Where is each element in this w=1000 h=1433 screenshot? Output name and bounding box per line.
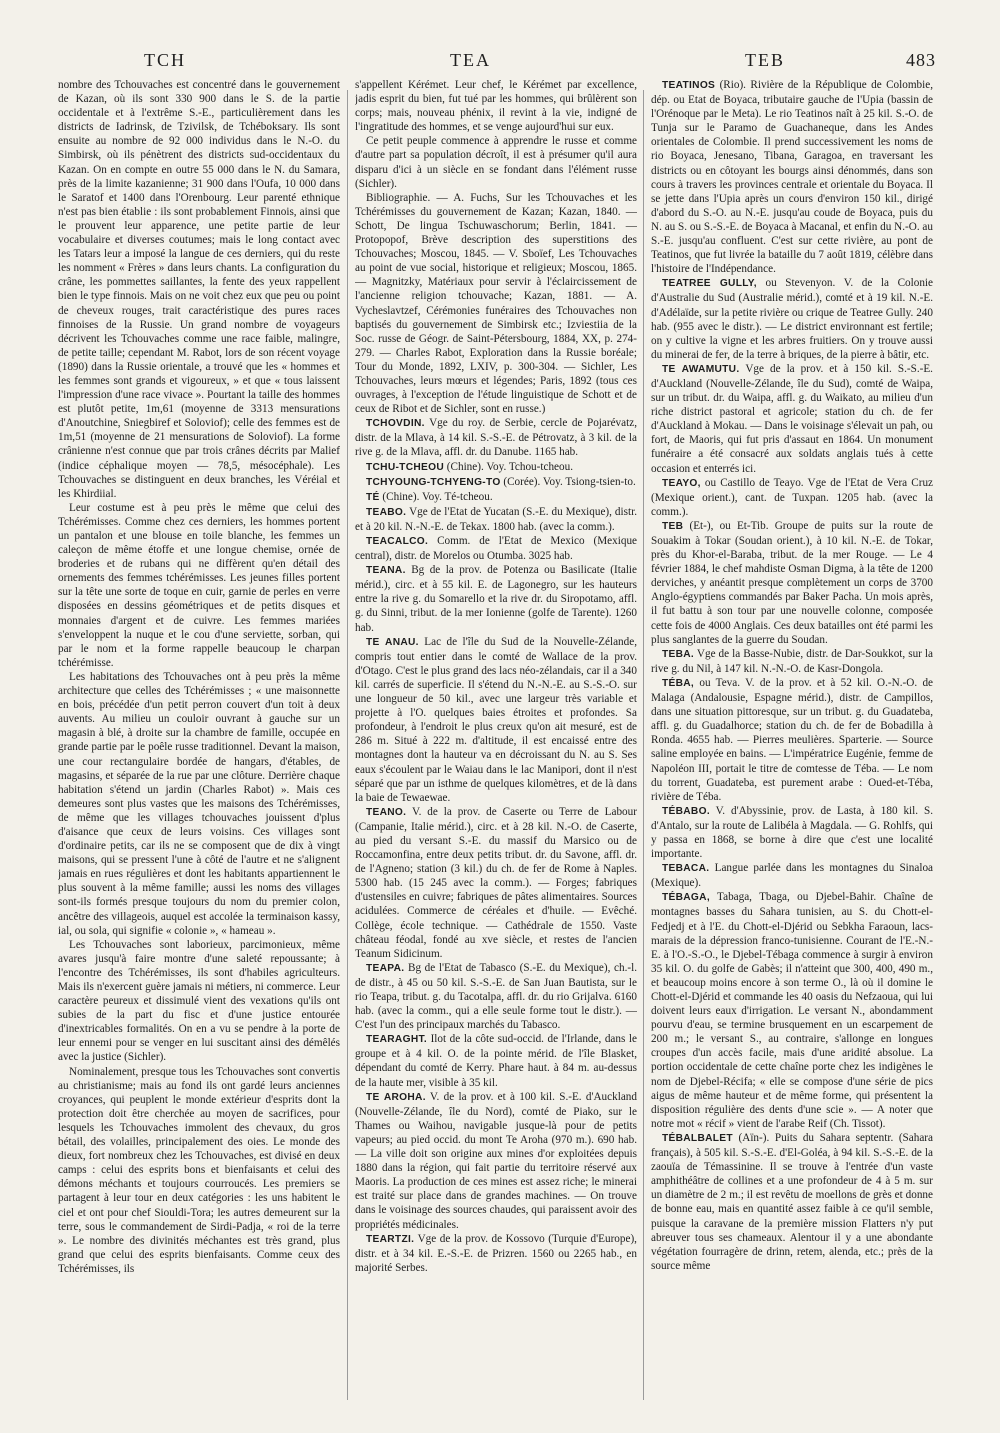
entry-headword: TEATINOS — [662, 80, 716, 91]
dictionary-entry — [355, 505, 637, 534]
dictionary-entry — [355, 961, 637, 1032]
dictionary-entry — [355, 460, 637, 475]
entry-text: Bg de la prov. de Potenza ou Basilicate (Italie mérid.), circ. et à 55 kil. E. de Lagonegro, sur les hauteurs entre la rive g. du Somarello et la rive dr. du Siropotamo, affl. g. du Sinni, tribut. de la mer Ionienne (golfe de Tarente). 1260 hab. — [355, 564, 637, 634]
entry-text: Vge de la prov. de Kossovo (Turquie d'Europe), distr. et à 34 kil. E.-S.-E. de Prizren. 1560 ou 2265 hab., en majorité Serbes. — [355, 1232, 637, 1274]
dictionary-entry — [355, 475, 637, 490]
entry-text: ou Castillo de Teayo. Vge de l'Etat de Vera Cruz (Mexique orient.), cant. de Tuxpan. 1205 hab. (avec la comm.). — [651, 476, 933, 518]
entry-headword: TÉBAGA, — [662, 892, 710, 904]
dictionary-entry — [355, 805, 637, 961]
dictionary-entry — [651, 804, 933, 861]
dictionary-entry — [651, 519, 933, 647]
dictionary-entry — [355, 534, 637, 563]
entry-text: Langue parlée dans les montagnes du Sinaloa (Mexique). — [651, 862, 933, 890]
entry-headword: TEABO. — [366, 506, 407, 518]
dictionary-entry — [651, 890, 933, 1131]
entry-text: Vge du roy. de Serbie, cercle de Pojarévatz, distr. de la Mlava, à 14 kil. S.-S.-E. de Pétrovatz, à 3 kil. de la rive g. de la Mlava, affl. dr. du Danube. 1165 hab. — [355, 417, 637, 459]
column-divider-1 — [347, 90, 348, 1400]
paragraph: Leur costume est à peu près le même que celui des Tchérémisses. Comme chez ces derniers, les hommes portent un pantalon et une blouse en toile blanche, les femmes un caleçon de même étoffe et une longue chemise, ornée de broderies et de rubans qui ne diffèrent qu'en détail des ornements des femmes tchérémisses. Les jeunes filles portent sur la tête une sorte de toque en cuir, garnie de perles en verre disposées en dessins géométriques et de petits disques et monnaies d'argent et de cuivre. Les femmes mariées s'enveloppent la nuque et le cou d'une serviette, sorban, qui par le nom et la forme rappelle beaucoup le charpan tchérémisse. — [58, 501, 340, 669]
entry-headword: TEAPA. — [366, 962, 405, 974]
entry-text: (Aïn-). Puits du Sahara septentr. (Sahara français), à 505 kil. S.-S.-E. d'El-Goléa, à 94 kil. S.-S.-E. de la zaouïa de Témassinine. Il se trouve à l'entrée d'un vaste amphithéâtre de collines et a une profondeur de 4 à 5 m. sur un diamètre de 2 m.; il est revêtu de moellons de grès et donne de bonne eau, mais en quantité assez faible à ce qu'il semble, puisque la caravane de la première mission Flatters n'y put abreuver tous ses chameaux. Alentour il y a une abondante végétation fourragère de drinn, retem, alenda, etc.; près de la source même — [651, 1131, 933, 1272]
dictionary-entry — [651, 276, 933, 362]
entry-text: Vge de la prov. et à 150 kil. S.-S.-E. d'Auckland (Nouvelle-Zélande, île du Sud), comté de Waipa, sur un tribut. dr. du Waipa, affl. g. du Waikato, au milieu d'un riche district pastoral et agricole; station du ch. de fer d'Auckland à Mokau. — Dans le voisinage s'élevait un pah, ou fort, de Maoris, qui fut pris d'assaut en 1864. Un monument funéraire a été consacré aux soldats anglais tués à cette occasion et enterrés ici. — [651, 362, 933, 475]
entry-headword: TCHU-TCHEOU — [366, 461, 444, 473]
entry-text: Bg de l'Etat de Tabasco (S.-E. du Mexique), ch.-l. de distr., à 45 ou 50 kil. S.-S.-E. de San Juan Bautista, sur le rio Teapa, tribut. g. du Tacotalpa, affl. dr. du rio Grijalva. 6160 hab. (avec la comm., qui a elle seule forme tout le distr.). — C'est l'un des principaux marchés du Tabasco. — [355, 961, 637, 1032]
entry-headword: TEANA. — [366, 565, 406, 577]
dictionary-entry — [651, 476, 933, 519]
dictionary-entry — [355, 78, 637, 134]
column-2 — [355, 78, 637, 1403]
column-3 — [651, 78, 933, 1403]
entry-text: s'appellent Kérémet. Leur chef, le Kérémet par excellence, jadis esprit du bien, fut tué par les hommes, qui brûlèrent son corps; mais, nouveau phénix, il revint à la vie, indigné de l'ingratitude des hommes, et se venge aujourd'hui sur eux. — [355, 79, 637, 134]
entry-text: (Corée). Voy. Tsiong-tsien-to. — [503, 475, 636, 488]
entry-text: Vge de l'Etat de Yucatan (S.-E. du Mexique), distr. et à 20 kil. N.-N.-E. de Tekax. 1800 hab. (avec la comm.). — [355, 505, 637, 533]
entry-headword: TEBA. — [662, 648, 695, 660]
entry-headword: TÉBALBALET — [662, 1132, 733, 1144]
entry-text: (Et-), ou Et-Tib. Groupe de puits sur la route de Souakim à Tokar (Soudan orient.), à 10 kil. N.-E. de Tokar, près du Khor-el-Baraba, tribut. de la mer Rouge. — Le 4 février 1884, le chef mahdiste Osman Digma, à la tête de 1200 derviches, y anéantit presque complètement un corps de 3700 Anglo-égyptiens commandés par Baker Pacha. Un mois après, il fut battu à son tour par une nouvelle colonne, composée cette fois de 4000 Anglais. Ces deux batailles ont été parmi les plus sanglantes de la guerre du Soudan. — [651, 519, 933, 646]
dictionary-entry — [355, 134, 637, 190]
entry-text: Vge de la Basse-Nubie, distr. de Dar-Soukkot, sur la rive g. du Nil, à 147 kil. N.-N.-O. de Kasr-Dongola. — [651, 647, 933, 675]
paragraph: Les Tchouvaches sont laborieux, parcimonieux, même avares jusqu'à faire montre d'une saleté repoussante; à l'encontre des Tchérémisses, ils sont d'habiles agriculteurs. Mais ils n'exercent guère jamais ni métiers, ni commerce. Leur caractère peureux et dissimulé vient des vexations qu'ils ont subies de la part du fisc et d'une justice entourée d'inextricables formalités. On en a vu se pendre à la porte de leur ennemi pour se venger en lui suscitant ainsi des démêlés avec la justice (Sichler). — [58, 938, 340, 1064]
entry-text: (Chine). Voy. Té-tcheou. — [382, 490, 493, 503]
header-right-word: TEB — [745, 50, 785, 70]
dictionary-entry — [355, 1090, 637, 1232]
entry-headword: TEARTZI. — [366, 1233, 415, 1245]
entry-headword: TE AWAMUTU. — [662, 363, 740, 375]
entry-text: ou Stevenyon. V. de la Colonie d'Australie du Sud (Australie mérid.), comté et à 19 kil. N.-E. d'Adélaïde, sur la petite rivière ou crique de Teatree Gully. 240 hab. (955 avec le distr.). — Le district environnant est fertile; on y cultive la vigne et les arbres fruitiers. On y trouve aussi du minerai de fer, de la terre à briques, de la pierre à bâtir, etc. — [651, 277, 933, 361]
entry-headword: TEB — [662, 520, 684, 532]
entry-text: Bibliographie. — A. Fuchs, Sur les Tchouvaches et les Tchérémisses du gouvernement de Kazan; Kazan, 1840. — Schott, De lingua Tschuwaschorum; Berlin, 1841. — Protopopof, Brève description des superstitions des Tchouvaches; Moscou, 1845. — V. Sboïef, Les Tchouvaches au point de vue social, historique et religieux; Moscou, 1865. — Magnitzky, Matériaux pour servir à l'éclaircissement de l'ancienne religion tchouvache; Kazan, 1881. — A. Vycheslavtzef, Cérémonies funéraires des Tchouvaches non baptisés du gouvernement de Simbirsk etc.; Izviestiia de la Soc. russe de Géogr. de Saint-Pétersbourg, 1884, XX, p. 274-279. — Charles Rabot, Exploration dans la Russie boréale; Tour du Monde, 1892, LXIV, p. 300-304. — Sichler, Les Tchouvaches, leurs mœurs et légendes; Paris, 1892 (tous ces ouvrages, à l'exception de l'étude linguistique de Schott et de ceux de Ribot et de Sichler, sont en russe.) — [355, 191, 637, 416]
entry-text: V. de la prov. de Caserte ou Terre de Labour (Campanie, Italie mérid.), circ. et à 28 kil. N.-O. de Caserte, au pied du versant S.-E. du massif du Marsico ou de Roccamonfina, entre deux petits tribut. dr. du Savone, affl. dr. de l'Agneno; station (3 kil.) du ch. de fer de Rome à Naples. 5300 hab. (15 245 avec la comm.). — Forges; fabriques d'ustensiles en cuivre; fabriques de pâtes alimentaires. Sources acidulées. Commerce de céréales et d'huile. — Evêché. Collège, école technique. — Cathédrale de 1550. Vaste château féodal, fondé au xve siècle, et restes de l'ancien Teanum Sidicinum. — [355, 805, 637, 960]
entry-headword: TEARAGHT. — [366, 1034, 427, 1046]
entry-headword: TEBACA. — [662, 863, 710, 875]
entry-text: Tabaga, Tbaga, ou Djebel-Bahir. Chaîne de montagnes basses du Sahara tunisien, au S. du Chott-el-Fedjedj et à l'E. du Chott-el-Djérid ou Sebkha Faraoun, lacs-marais de la dépression franco-tunisienne. Courant de l'E.-N.-E. à l'O.-S.-O., le Djebel-Tébaga commence à surgir à environ 35 kil. O. du golfe de Gabès; il n'atteint que 300, 400, 490 m., et beaucoup moins encore à son terme O., là où il domine le Chott-el-Djérid et commande les 40 oasis du Nefzaoua, qui lui doivent leurs eaux d'irrigation. Le versant N., abondamment pourvu d'eau, se termine brusquement en un escarpement de 200 m.; le versant S., au contraire, s'allonge en longues croupes d'un accès facile, mais d'une aridité absolue. La portion occidentale de cette chaîne porte chez les indigènes le nom de Djebel-Récifa; « elle se compose d'une série de pics aigus de même hauteur et de même forme, qui présentent la disposition régulière des dents d'une scie ». — A noter que notre mot « récif » vient de l'arabe Reif (Ch. Tissot). — [651, 891, 933, 1130]
entry-text: V. d'Abyssinie, prov. de Lasta, à 180 kil. S. d'Antalo, sur la route de Lalibéla à Magdala. — G. Rohlfs, qui y passa en 1868, se borne à dire que c'est une localité importante. — [651, 804, 933, 861]
dictionary-entry — [355, 635, 637, 805]
entry-headword: TEANO. — [366, 806, 407, 818]
column-1 — [58, 78, 340, 1403]
entry-headword: TÉ — [366, 491, 380, 503]
entry-headword: TEACALCO. — [366, 536, 429, 547]
entry-text: ou Teva. V. de la prov. et à 52 kil. O.-N.-O. de Malaga (Andalousie, Espagne mérid.), distr. de Campillos, dans une situation pittoresque, sur un tribut. g. du Guadateba, affl. g. du Guadalhorce; station du ch. de fer de Bobadilla à Ronda. 4655 hab. — Pierres meulières. Sparterie. — Source saline employée en bains. — L'impératrice Eugénie, femme de Napoléon III, portait le titre de comtesse de Téba. — Le nom du torrent, Guadateba, est purement arabe : Oued-et-Téba, rivière de Téba. — [651, 676, 933, 803]
dictionary-entry — [651, 676, 933, 804]
dictionary-entry — [651, 1131, 933, 1273]
entry-text: V. de la prov. et à 100 kil. S.-E. d'Auckland (Nouvelle-Zélande, île du Nord), comté de Piako, sur le Thames ou Waihou, navigable jusque-là pour de petits vapeurs; au pied occid. du mont Te Aroha (970 m.). 690 hab. — La ville doit son origine aux mines d'or exploitées depuis 1880 dans la région, qui fait partie du territoire réservé aux Maoris. La production de ces mines est assez riche; le minerai est traité sur place dans de grandes machines. — On trouve dans le voisinage des sources chaudes, qui paraissent avoir des propriétés médicinales. — [355, 1090, 637, 1231]
page-number: 483 — [906, 50, 936, 70]
dictionary-entry — [355, 490, 637, 505]
dictionary-entry — [355, 416, 637, 459]
dictionary-entry — [651, 647, 933, 676]
paragraph: nombre des Tchouvaches est concentré dans le gouvernement de Kazan, où ils sont 330 900 dans le S. de la partie occidentale et à l'extrême S.-E., particulièrement dans les districts de Iadrinsk, de Tzivilsk, de Tchéboksary. Ils sont ensuite au nombre de 92 000 individus dans le N.-O. du Simbirsk, où ils pénètrent des districts sud-occidentaux du Kazan. On en compte en outre 55 000 dans le N. du Samara, près de la limite kazanienne; 31 900 dans l'Oufa, 10 000 dans le Saratof et 1400 dans l'Orenbourg. Leur parenté ethnique n'est pas bien établie : ils sont probablement Finnois, ainsi que le prouvent leur apparence, une petite partie de leur vocabulaire et diverses coutumes; mais le long contact avec les Tatars leur a imposé la langue de ces derniers, qui du reste les nomment « Frères » dans leurs chants. La configuration du crâne, les pommettes saillantes, la fente des yeux rappellent bien le type finnois. Mais on ne voit chez eux que peu ou point de cheveux rouges, trait caractéristique des pures races finnoises de la Russie. Un grand nombre de voyageurs décrivent les Tchouvaches comme une race faible, malingre, de petite taille; cependant M. Rabot, lors de son récent voyage (1890) dans la Russie orientale, a trouvé que les « hommes et les femmes sont grands et vigoureux, » et que « tous laissent l'impression d'une race vivace ». Pourtant la taille des hommes est plutôt petite, 1m,61 (moyenne de 3313 mensurations d'Anoutchine, Sniegbiref et Soloviof); celle des femmes est de 1m,51 (moyenne de 21 mensurations de Soloviof). La forme crânienne n'est connue que par trois crânes décrits par Malief (indice céphalique moyen — 78,5, mésocéphale). Les Tchouvaches se distinguent en deux branches, les Véréial et les Khirdiial. — [58, 79, 340, 500]
header-center-word: TEA — [450, 50, 491, 70]
entry-headword: TEATREE GULLY, — [662, 278, 757, 290]
entry-text: Ce petit peuple commence à apprendre le russe et comme d'autre part sa population décroît, il est à présumer qu'il aura disparu d'ici à un siècle en se fondant dans l'élément russe (Sichler). — [355, 135, 637, 190]
header-left-word: TCH — [144, 50, 186, 70]
entry-headword: TÉBA, — [662, 677, 695, 689]
entry-text: Ilot de la côte sud-occid. de l'Irlande, dans le groupe et à 4 kil. O. de la pointe mérid. de l'île Blasket, dépendant du comté de Kerry. Phare haut. à 84 m. au-dessus de la haute mer, visible à 35 kil. — [355, 1033, 637, 1089]
dictionary-entry — [651, 362, 933, 476]
dictionary-entry — [651, 78, 933, 276]
dictionary-entry — [355, 191, 637, 417]
entry-headword: TCHOVDIN. — [366, 418, 425, 430]
entry-text: Comm. de l'Etat de Mexico (Mexique central), distr. de Morelos ou Otumba. 3025 hab. — [355, 535, 637, 563]
dictionary-entry — [355, 1032, 637, 1089]
dictionary-entry — [355, 563, 637, 634]
entry-headword: TE ANAU. — [366, 636, 419, 648]
paragraph: Nominalement, presque tous les Tchouvaches sont convertis au christianisme; mais au fond ils ont gardé leurs anciennes croyances, qui peuplent le monde extérieur d'esprits dont la protection doit être cherchée au moyen de sacrifices, pour lesquels les Tchouvaches immolent des chevaux, du gros bétail, des volailles, principalement des oies. Le monde des dieux, fort nombreux chez les Tchouvaches, est divisé en deux camps : celui des esprits bons et bienfaisants et celui des démons méchants et toujours courroucés. Les premiers se partagent à leur tour en deux catégories : les uns habitent le ciel et ont pour chef Siouldi-Tora; les autres demeurent sur la terre, sous le commandement de Sirdi-Padja, « roi de la terre ». Le nombre des divinités méchantes est très grand, plus grand que celui des esprits bienfaisants. Comme ceux des Tchérémisses, ils — [58, 1065, 340, 1275]
dictionary-entry — [651, 861, 933, 890]
entry-headword: TCHYOUNG-TCHYENG-TO — [366, 476, 501, 488]
entry-headword: TÉBABO. — [662, 805, 710, 817]
entry-text: (Rio). Rivière de la République de Colombie, dép. ou Etat de Boyaca, tributaire gauche de l'Upia (bassin de l'Orénoque par le Meta). Le rio Teatinos naît à 25 kil. S.-O. de Tunja sur le Paramo de Guachaneque, dans les Andes orientales de Colombie. Il prend successivement les noms de rio Boyaca, Jenesano, Tibana, Garagoa, en traversant les districts ou en côtoyant les bourgs ainsi dénommés, dans son cours à travers les provinces centrale et orientale du Boyaca. Il se jette dans l'Upia après un cours d'environ 150 kil., dirigé d'abord du S.-O. au N.-E. jusqu'au coude de Boyaca, puis du N. au S. ou S.-S.-E. de Boyaca à Macanal, et enfin du N.-O. au S.-E. jusqu'au confluent. C'est sur cette rivière, au pont de Teatinos, que fut livrée la bataille du 7 août 1819, célèbre dans l'histoire de l'Indépendance. — [651, 79, 933, 276]
paragraph: Les habitations des Tchouvaches ont à peu près la même architecture que celles des Tchérémisses ; « une maisonnette en bois, précédée d'un petit perron couvert d'un toit à deux auvents. Au milieu un couloir ouvrant à gauche sur un magasin à blé, à droite sur la chambre de famille, occupée en grande partie par le poêle russe traditionnel. Devant la maison, une cour rectangulaire bordée de hangars, d'étables, de magasins, et séparée de la rue par une clôture. Derrière chaque habitation s'étend un jardin (Charles Rabot) ». Mais ces demeures sont plus vastes que les maisons des Tchérémisses, de même que les villages tchouvaches jouissent d'plus d'aisance que ceux de leurs voisins. Ces villages sont d'ordinaire petits, car ils ne se composent que de dix à vingt maisons, qui se pressent l'une à côté de l'autre et ne s'alignent jamais en rues régulières et dont les habitants appartiennent le plus souvent à la même famille; aussi les noms des villages sont-ils formés presque toujours du nom du premier colon, ancêtre des villageois, auquel est accolée la terminaison kassy, ial, ou sola, qui signifie « colonie », « hameau ». — [58, 670, 340, 937]
entry-text: Lac de l'île du Sud de la Nouvelle-Zélande, compris tout entier dans le comté de Wallace de la prov. d'Otago. C'est le plus grand des lacs néo-zélandais, car il a 340 kil. carrés de superficie. Il s'étend du N.-N.-E. au S.-S.-O. sur une longueur de 50 kil., avec une largeur très variable et projette à l'O. quelques baies étroites et profondes. Sa profondeur, à l'endroit le plus creux qu'on ait mesuré, est de 286 m. Situé à 222 m. d'altitude, il est encaissé entre des montagnes dont la hauteur va en décroissant du N. au S. Ses eaux s'écoulent par le Waiau dans le lac Manipori, dont il n'est séparé que par un isthme de quelques kilomètres, et de là dans la baie de Tewaewae. — [355, 635, 637, 804]
entry-headword: TE AROHA. — [366, 1091, 426, 1103]
column-divider-2 — [643, 90, 644, 1400]
entry-text: (Chine). Voy. Tchou-tcheou. — [446, 460, 573, 473]
dictionary-entry — [355, 1232, 637, 1275]
entry-headword: TEAYO, — [662, 477, 701, 489]
